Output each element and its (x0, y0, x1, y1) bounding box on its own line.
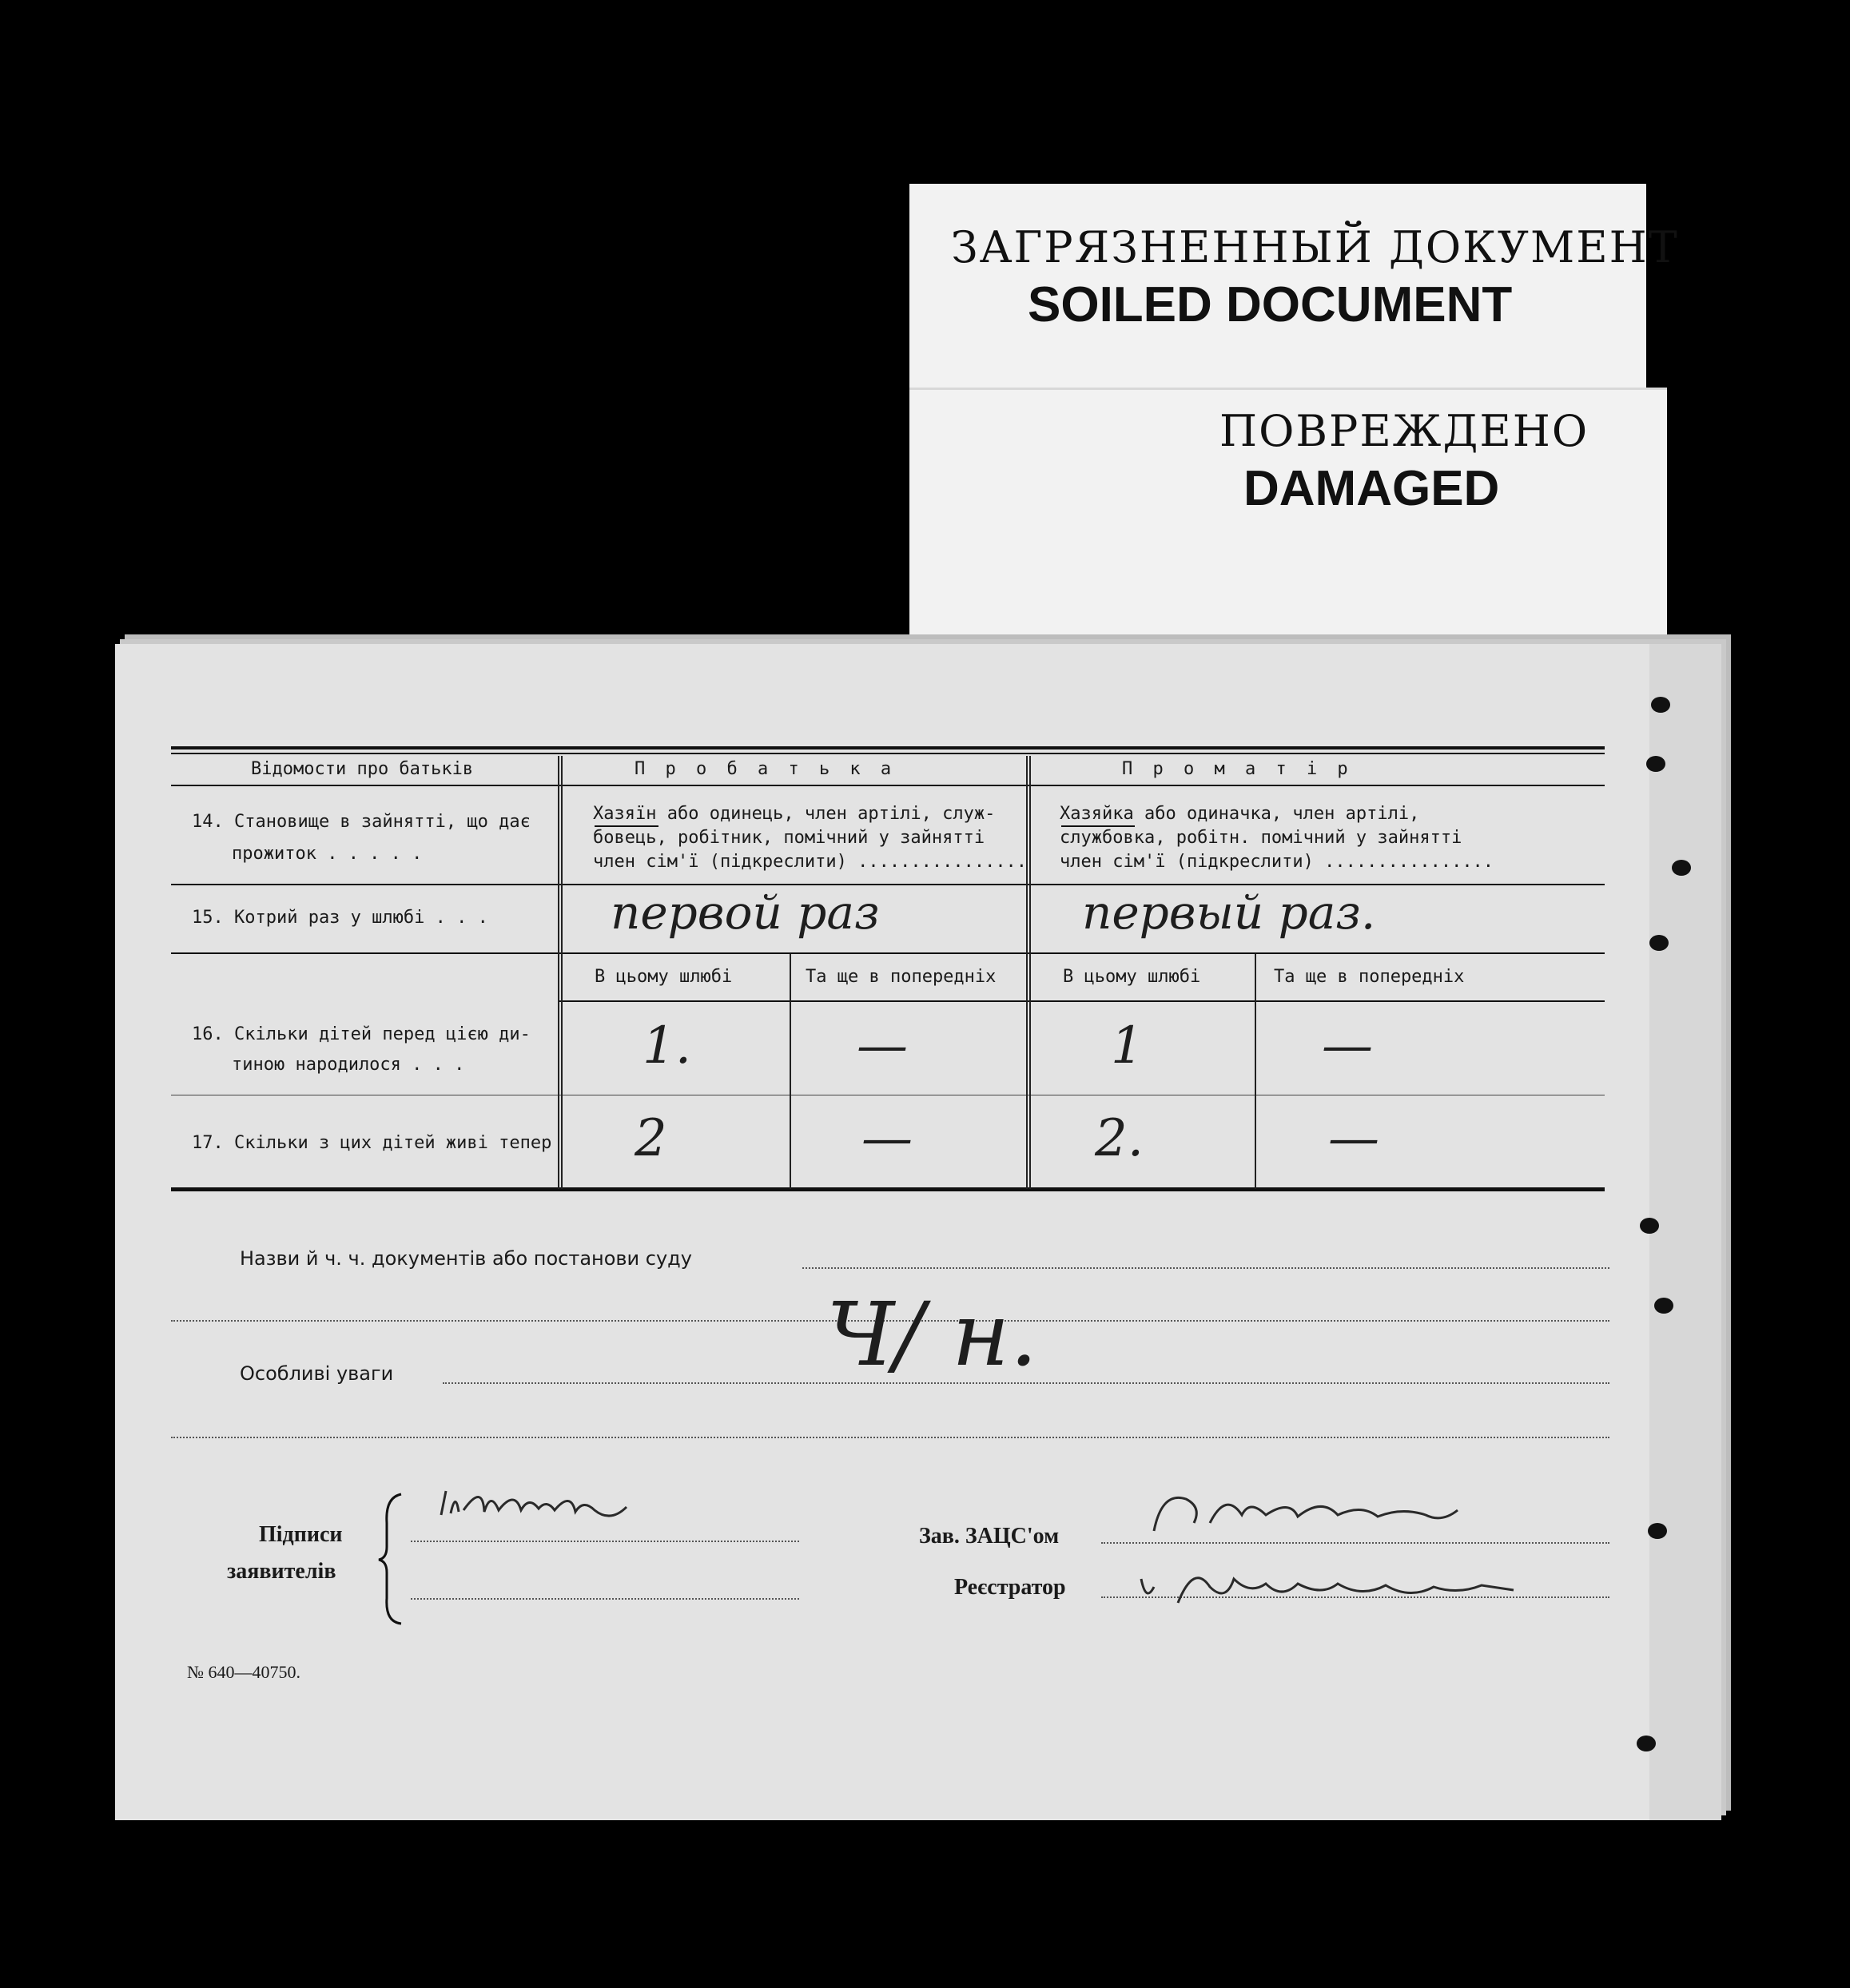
subheader-this-marriage-mother: В цьому шлюбі (1063, 967, 1201, 987)
subheader-previous-father: Та ще в попередніх (806, 967, 997, 987)
subheader-previous-mother: Та ще в попередніх (1274, 967, 1465, 987)
soiled-tag-english: SOILED DOCUMENT (1028, 277, 1513, 332)
header-about-father: П р о б а т ь к а (635, 759, 897, 779)
row16-label: 16. Скільки дітей перед цією ди- (192, 1024, 531, 1044)
punch-hole (1648, 1523, 1667, 1539)
head-zags-label: Зав. ЗАЦС'ом (919, 1524, 1060, 1549)
row16-father-this: 1. (643, 1016, 692, 1076)
remarks-handwritten-value: Ч/ н. (826, 1283, 1038, 1386)
registrar-signature (1130, 1555, 1546, 1627)
documents-line (802, 1267, 1609, 1269)
underline-mark (1061, 825, 1135, 827)
row16-mother-this: 1 (1111, 1016, 1144, 1076)
row14-label-cont: прожиток . . . . . (232, 844, 423, 864)
table-column-divider (561, 756, 563, 1189)
punch-hole (1654, 1298, 1673, 1314)
row14-mother-line: Хазяйка або одиначка, член артілі, (1060, 804, 1420, 824)
header-parents-info: Відомости про батьків (251, 759, 474, 779)
table-column-divider (1029, 756, 1031, 1189)
remarks-label: Особливі уваги (240, 1362, 394, 1385)
row14-father-line: бовець, робітник, помічний у зайнятті (593, 828, 985, 848)
row16-label-cont: тиною народилося . . . (232, 1055, 465, 1075)
punch-hole (1649, 935, 1669, 951)
row14-mother-line: службовка, робітн. помічний у зайнятті (1060, 828, 1462, 848)
applicants-label-cont: заявителів (227, 1559, 336, 1584)
punch-hole (1646, 756, 1665, 772)
underline-mark (595, 825, 658, 827)
row15-label: 15. Котрий раз у шлюбі . . . (192, 908, 488, 928)
row17-father-this: 2 (635, 1109, 667, 1168)
table-bottom-rule (171, 1187, 1605, 1191)
table-top-rule (171, 746, 1605, 749)
damaged-tag-russian: ПОВРЕЖДЕНО (1219, 406, 1589, 456)
row17-mother-previous: — (1328, 1109, 1379, 1168)
applicant-signature-line (411, 1598, 799, 1600)
table-rule (171, 952, 1605, 954)
form-number: № 640—40750. (187, 1662, 300, 1682)
table-top-rule (171, 753, 1605, 754)
card-torn-edge (1649, 644, 1721, 1820)
row16-mother-previous: — (1322, 1016, 1373, 1076)
record-card (115, 644, 1721, 1820)
table-column-divider (1255, 954, 1256, 1189)
table-column-divider (558, 756, 559, 1189)
applicants-label: Підписи (259, 1522, 343, 1547)
table-column-divider (1026, 756, 1028, 1189)
head-signature (1138, 1475, 1474, 1555)
row17-mother-this: 2. (1095, 1109, 1144, 1168)
soiled-document-tag (909, 184, 1679, 408)
punch-hole (1640, 1218, 1659, 1234)
row14-label: 14. Становище в зайнятті, що дає (192, 812, 531, 832)
header-about-mother: П р о м а т і р (1122, 759, 1353, 779)
row14-father-line: Хазяїн або одинець, член артілі, служ- (593, 804, 996, 824)
row17-father-previous: — (861, 1109, 913, 1168)
table-rule (171, 884, 1605, 885)
table-column-divider (790, 954, 791, 1189)
punch-hole (1651, 697, 1670, 713)
subheader-this-marriage-father: В цьому шлюбі (595, 967, 733, 987)
row16-father-previous: — (857, 1016, 908, 1076)
damaged-tag-english: DAMAGED (1243, 461, 1500, 516)
row15-father-value: первой раз (611, 885, 880, 940)
applicants-brace (377, 1491, 406, 1627)
registrar-label: Реєстратор (954, 1575, 1066, 1600)
row14-mother-line: член сім'ї (підкреслити) ................ (1060, 852, 1494, 872)
punch-hole (1637, 1736, 1656, 1751)
row15-mother-value: первый раз. (1082, 885, 1376, 940)
applicant-signature (435, 1475, 643, 1547)
documents-label: Назви й ч. ч. документів або постанови суду (240, 1247, 692, 1270)
table-rule (171, 785, 1605, 786)
soiled-tag-russian: ЗАГРЯЗНЕННЫЙ ДОКУМЕНТ (951, 222, 1679, 272)
punch-hole (1672, 860, 1691, 876)
remarks-line (171, 1437, 1609, 1438)
row14-father-line: член сім'ї (підкреслити) ................ (593, 852, 1028, 872)
row17-label: 17. Скільки з цих дітей живі тепер (192, 1133, 552, 1153)
table-rule (559, 1000, 1605, 1002)
damaged-document-tag (909, 390, 1667, 644)
